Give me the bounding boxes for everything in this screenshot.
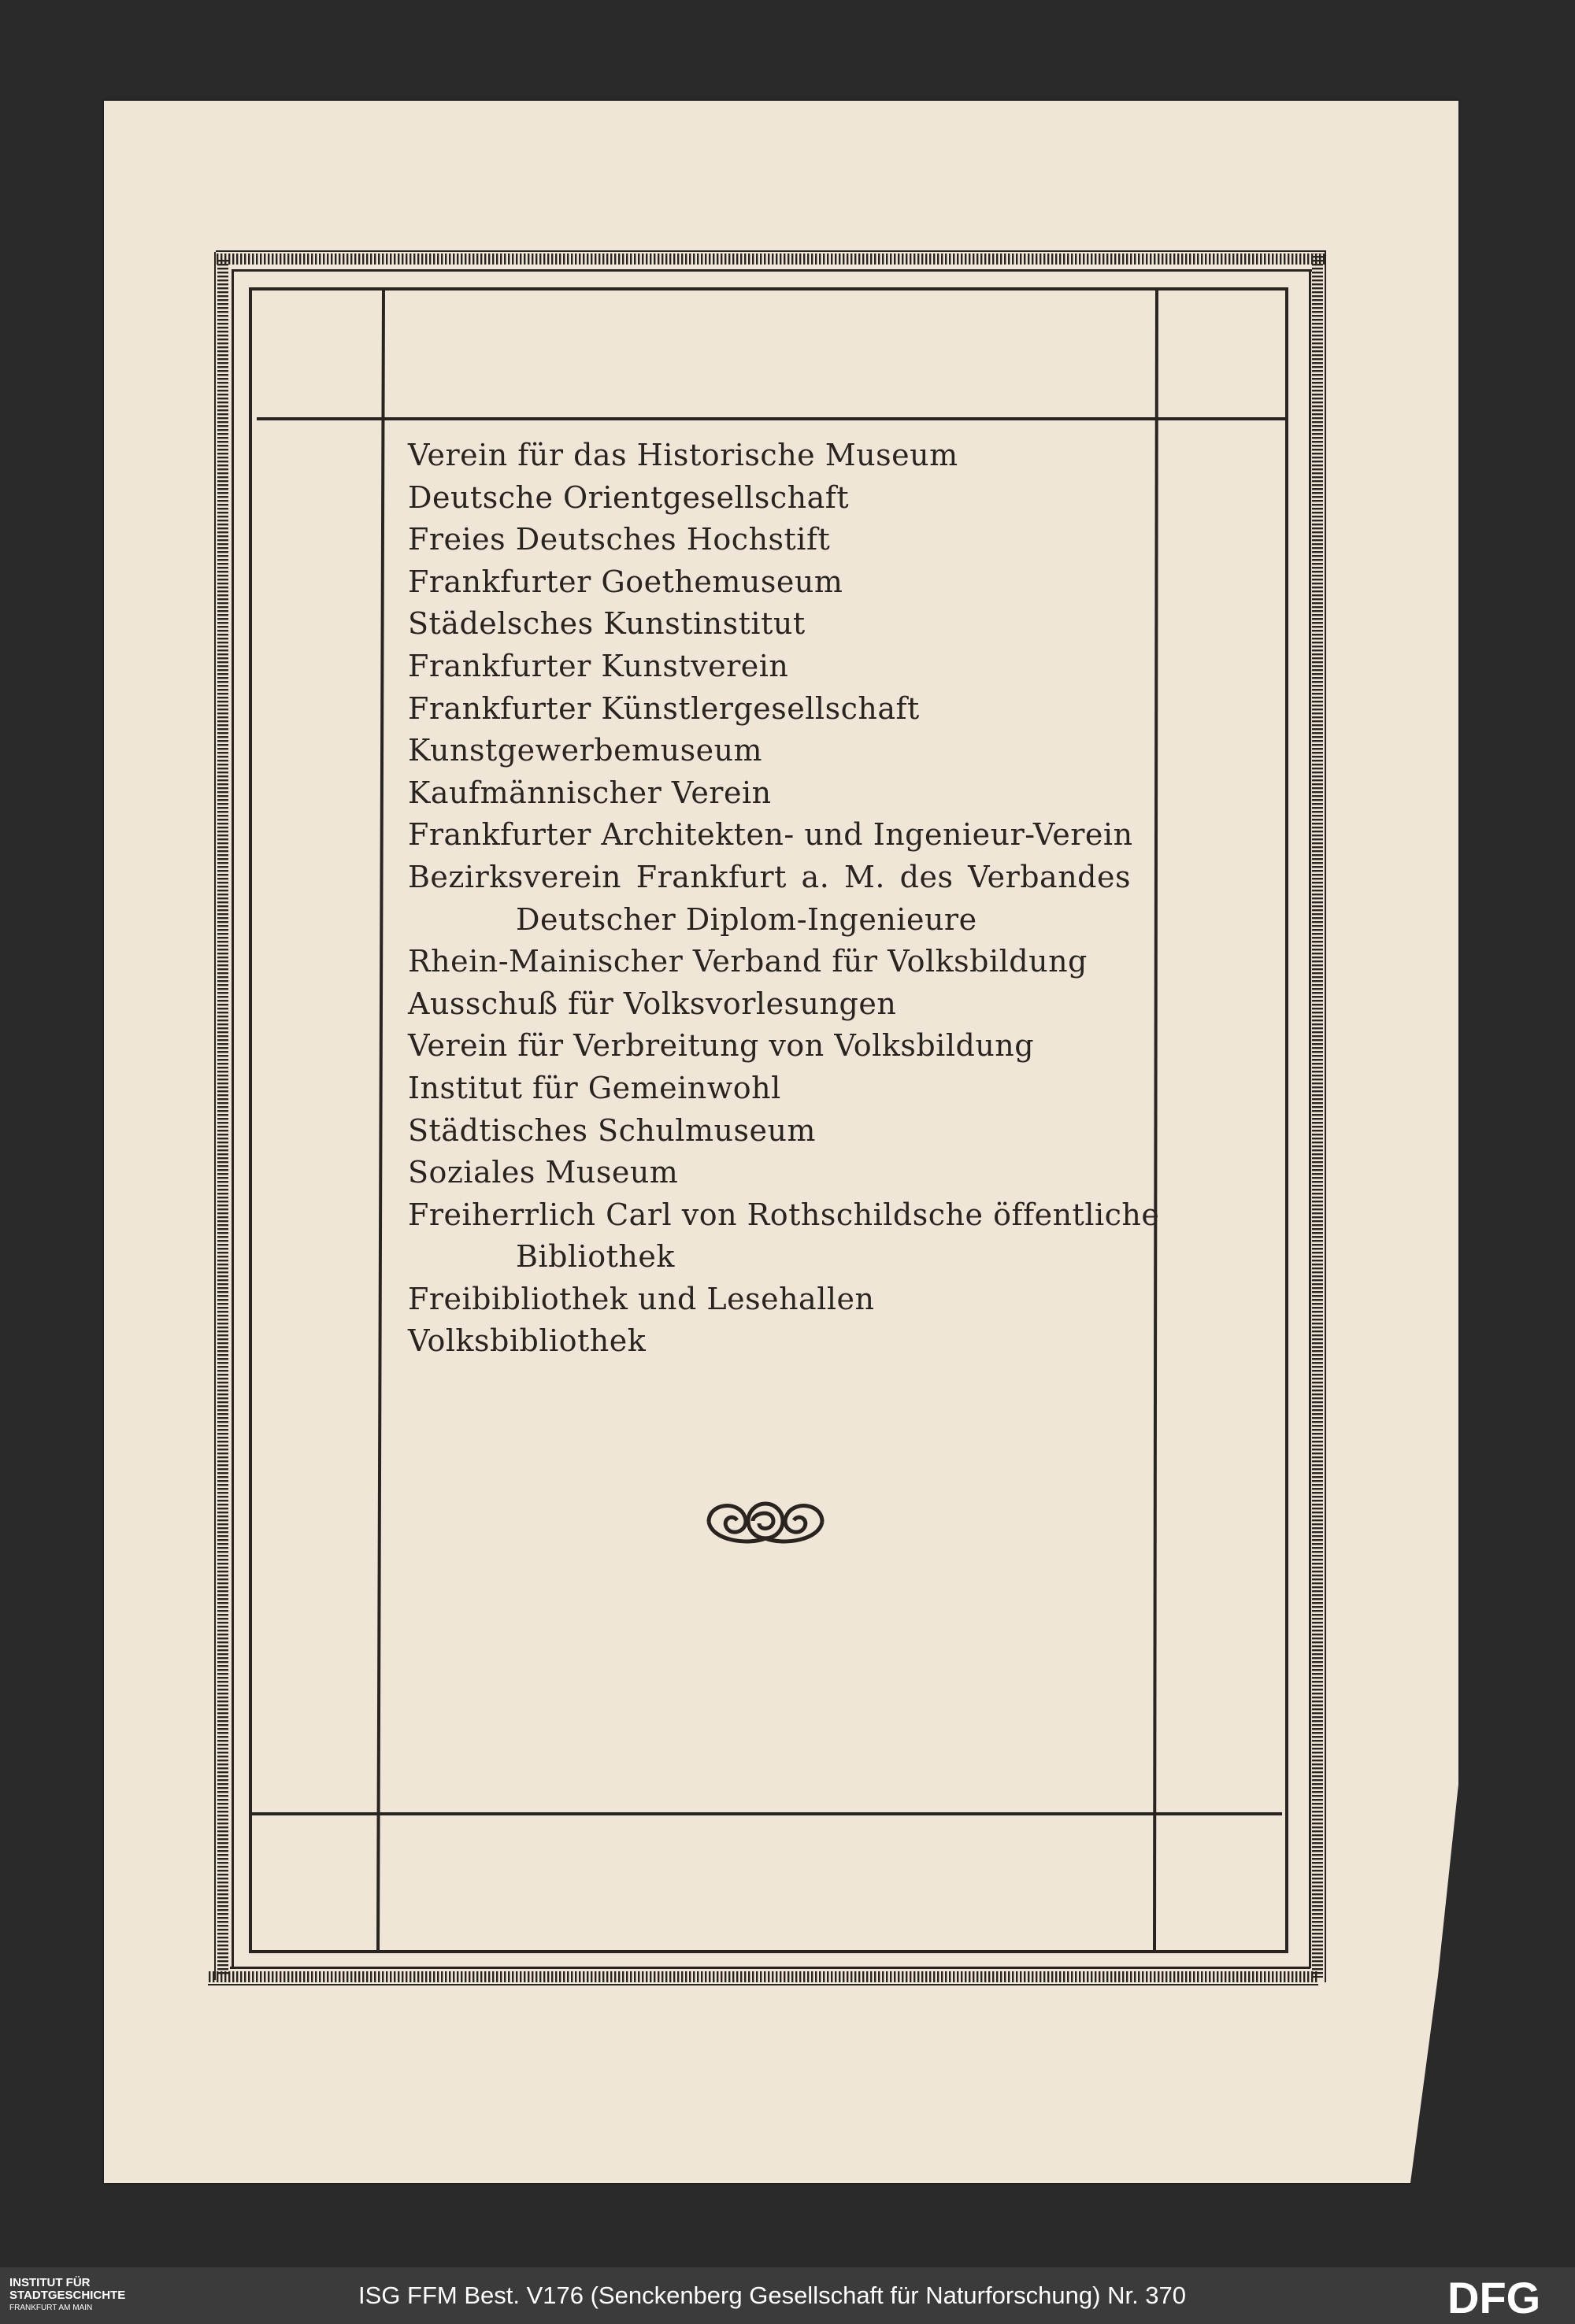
list-item: Institut für Gemeinwohl [408,1070,781,1105]
scroll-ornament-icon [701,1490,830,1552]
list-item: Frankfurter Architekten- und Ingenieur-Verein [408,817,1133,853]
viewer-footer [0,2267,1575,2324]
list-item: Soziales Museum [408,1155,679,1190]
list-item: Freiherrlich Carl von Rothschildsche öffentliche Bibliothek [408,1197,1160,1275]
institute-logo: INSTITUT FÜR STADTGESCHICHTE FRANKFURT AM MAIN [9,2276,126,2312]
list-item: Verein für Verbreitung von Volksbildung [408,1028,1035,1064]
list-item: Ausschuß für Volksvorlesungen [408,986,897,1021]
archive-caption: ISG FFM Best. V176 (Senckenberg Gesellschaft für Naturforschung) Nr. 370 [358,2281,1187,2309]
dfg-logo [1447,2275,1566,2318]
svg-text:DFG: DFG [1447,2275,1541,2318]
list-item: Städtisches Schulmuseum [408,1112,816,1148]
organization-list [408,435,1160,1363]
list-item: Freibibliothek und Lesehallen [408,1281,875,1316]
list-item: Volksbibliothek [408,1323,647,1359]
list-item: Frankfurter Goethemuseum [408,564,843,599]
list-item: Rhein-Mainischer Verband für Volksbildung [408,944,1088,979]
list-item: Verein für das Historische Museum [408,438,958,472]
list-item: Kunstgewerbemuseum [408,733,763,768]
list-item: Deutsche Orientgesellschaft [408,479,850,515]
list-item: Städelsches Kunstinstitut [408,606,806,642]
list-item: Frankfurter Kunstverein [408,648,789,683]
list-item: Kaufmännischer Verein [408,775,772,810]
list-item: Freies Deutsches Hochstift [408,522,831,557]
list-item: Bezirksverein Frankfurt a. M. des Verbandes Deutscher Diplom-Ingenieure [408,859,1131,937]
list-item: Frankfurter Künstlergesellschaft [408,690,920,726]
